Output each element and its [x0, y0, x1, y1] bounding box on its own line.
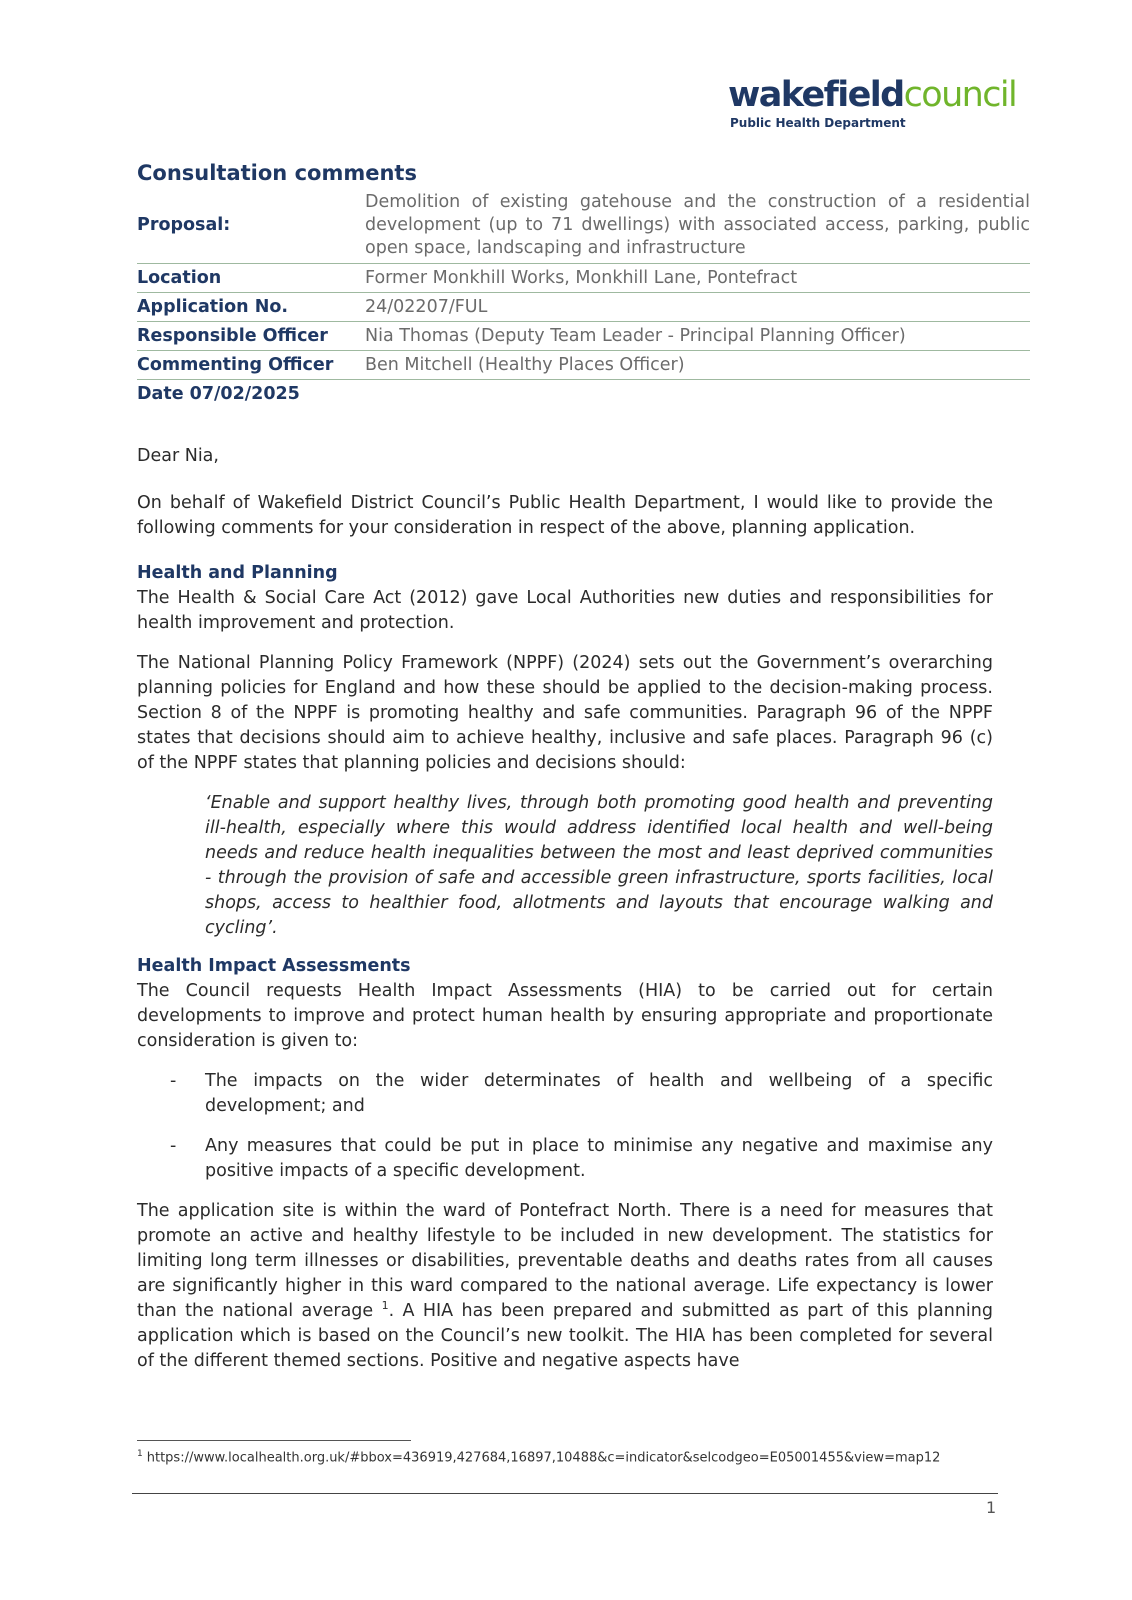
details-value: Ben Mitchell (Healthy Places Officer) — [365, 351, 1030, 380]
details-label: Location — [137, 264, 365, 293]
details-value: Nia Thomas (Deputy Team Leader - Principal Planning Officer) — [365, 322, 1030, 351]
paragraph: The Health & Social Care Act (2012) gave Local Authorities new duties and responsibilities for health improvement and protection. — [137, 588, 993, 633]
intro-paragraph: On behalf of Wakefield District Council’s Public Health Department, I would like to provide the following comments for your consideration in respect of the above, planning application. — [137, 493, 993, 538]
details-label: Application No. — [137, 293, 365, 322]
dash-bullet: - — [170, 1071, 177, 1091]
page-number: 1 — [986, 1498, 997, 1517]
details-row-commenting-officer — [137, 351, 1030, 380]
logo-wordmark — [728, 75, 1017, 115]
details-row-date — [137, 380, 1030, 409]
details-value: Demolition of existing gatehouse and the construction of a residential development (up to 71 dwellings) with associated access, parking, public open space, landscaping and infrastructure — [365, 190, 1030, 264]
details-label: Date 07/02/2025 — [137, 384, 300, 404]
logo-word-council: council — [903, 75, 1017, 115]
details-row-location — [137, 264, 1030, 293]
details-label: Proposal: — [137, 190, 365, 264]
section-heading-health-impact-assessments: Health Impact Assessments — [137, 956, 411, 976]
footer-rule — [132, 1493, 998, 1494]
details-label: Responsible Officer — [137, 322, 365, 351]
paragraph-ward-statistics — [137, 1199, 993, 1374]
list-item — [137, 1069, 993, 1119]
details-value — [365, 380, 1030, 409]
consultation-details-table — [137, 190, 1030, 408]
details-row-proposal — [137, 190, 1030, 264]
details-row-application-no — [137, 293, 1030, 322]
details-label: Commenting Officer — [137, 351, 365, 380]
details-value: 24/02207/FUL — [365, 293, 1030, 322]
paragraph: The National Planning Policy Framework (NPPF) (2024) sets out the Government’s overarching planning policies for England and how these should be applied to the decision-making process. Section 8 of the NPPF is promoting healthy and safe communities. Paragraph 96 of the NPPF states that decisions should aim to achieve healthy, inclusive and safe places. Paragraph 96 (c) of the NPPF states that planning policies and decisions should: — [137, 653, 993, 773]
dash-bullet: - — [170, 1136, 177, 1156]
footnote-separator — [137, 1440, 411, 1441]
logo-subtitle: Public Health Department — [730, 116, 906, 130]
list-item — [137, 1134, 993, 1184]
details-value: Former Monkhill Works, Monkhill Lane, Pontefract — [365, 264, 1030, 293]
list-item-text: The impacts on the wider determinates of health and wellbeing of a specific development; and — [205, 1071, 993, 1116]
details-row-responsible-officer — [137, 322, 1030, 351]
nppf-quote: ‘Enable and support healthy lives, through both promoting good health and preventing ill-health, especially where this would address identified local health and well-being needs and reduce health inequalities between the most and least deprived communities - through the provision of safe and accessible green infrastructure, sports facilities, local shops, access to healthier food, allotments and layouts that encourage walking and cycling’. — [205, 793, 993, 938]
bullet-list — [137, 1069, 993, 1184]
section-heading-health-and-planning: Health and Planning — [137, 563, 338, 583]
paragraph-text: The application site is within the ward of Pontefract North. There is a need for measures that promote an active and healthy lifestyle to be included in new development. The statistics for limiting long term illnesses or disabilities, preventable deaths and deaths rates from all causes are significantly higher in this ward compared to the national average. Life expectancy is lower than the national average — [137, 1201, 993, 1321]
wakefield-council-logo — [728, 75, 1017, 130]
salutation: Dear Nia, — [137, 446, 219, 466]
letter-body — [137, 444, 993, 1389]
paragraph-text: . A HIA has been prepared and submitted as part of this planning application which is based on the Council’s new toolkit. The HIA has been completed for several of the different themed sections. Positive and negative aspects have — [137, 1301, 993, 1371]
footnote-link[interactable]: https://www.localhealth.org.uk/#bbox=436919,427684,16897,10488&c=indicator&selcodgeo=E05001455&view=map12 — [146, 1450, 941, 1466]
footnote-reference[interactable]: 1 — [381, 1299, 389, 1313]
paragraph: The Council requests Health Impact Assessments (HIA) to be carried out for certain developments to improve and protect human health by ensuring appropriate and proportionate consideration is given to: — [137, 981, 993, 1051]
footnote-number: 1 — [137, 1449, 143, 1459]
document-title: Consultation comments — [137, 161, 417, 185]
logo-word-wakefield: wakefield — [728, 75, 904, 115]
footnote — [137, 1449, 940, 1465]
list-item-text: Any measures that could be put in place to minimise any negative and maximise any positive impacts of a specific development. — [205, 1136, 993, 1181]
